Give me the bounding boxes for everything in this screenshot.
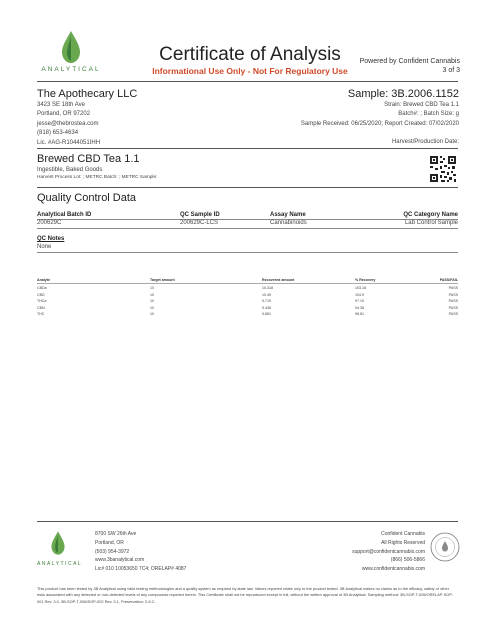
results-cell-analyte: CBDa <box>37 286 47 290</box>
results-cell-passfail: PASS <box>448 312 458 317</box>
confident-cannabis-seal-icon <box>430 532 460 562</box>
powered-by <box>360 57 460 75</box>
sample-strain: Strain: Brewed CBD Tea 1.1 <box>384 102 459 108</box>
results-cell-passfail: PASS <box>448 286 458 290</box>
results-cell-passfail: PASS <box>448 305 458 310</box>
batch-header-category: QC Category Name <box>403 212 458 218</box>
results-header-analyte: Analyte <box>37 278 50 282</box>
results-cell-recovered: 9.881 <box>262 312 271 317</box>
sample-batch: Batch#: ; Batch Size: g <box>398 111 459 118</box>
batch-header-batch-id: Analytical Batch ID <box>37 212 92 218</box>
results-cell-recovered: 10.49 <box>262 292 271 297</box>
cc-contact <box>318 530 425 574</box>
results-header-recovery: % Recovery <box>355 278 376 282</box>
client-city: Portland, OR 97202 <box>37 111 91 118</box>
results-cell-analyte: CBD <box>37 292 45 297</box>
sample-id: Sample: 3B.2006.1152 <box>347 88 459 100</box>
cc-name: Confident Cannabis <box>381 531 425 537</box>
results-cell-recovery: 94.38 <box>355 305 364 310</box>
logo-text: ANALYTICAL <box>41 66 101 73</box>
batch-row-rule <box>37 228 458 229</box>
results-cell-target: 10 <box>150 299 154 304</box>
results-cell-recovery: 98.81 <box>355 312 364 317</box>
results-cell-recovery: 97.19 <box>355 299 364 304</box>
client-phone: (818) 653-4634 <box>37 130 79 137</box>
results-header-recovered: Recovered amount <box>262 278 295 282</box>
client-name: The Apothecary LLC <box>37 88 138 100</box>
batch-header-assay: Assay Name <box>270 212 306 218</box>
cc-website[interactable]: www.confidentcannabis.com <box>361 566 425 573</box>
results-header-passfail: PASS/FAIL <box>439 278 458 282</box>
results-cell-recovery: 103.18 <box>355 286 366 290</box>
cc-email[interactable]: support@confidentcannabis.com <box>352 548 425 555</box>
section-title: Quality Control Data <box>37 192 137 204</box>
page-title: Certificate of Analysis <box>159 44 341 65</box>
cc-rights: All Rights Reserved <box>381 539 425 546</box>
results-cell-target: 10 <box>150 292 154 297</box>
analytical-logo <box>40 30 102 78</box>
powered-by-text: Powered by Confident Cannabis <box>359 58 460 65</box>
lab-license: Lic# 010 10053650 7C4; ORELAP# 4087 <box>95 566 187 573</box>
product-type: Ingestible, Baked Goods <box>37 167 103 173</box>
lab-phone: (503) 954-3972 <box>95 548 130 555</box>
leaf-drop-icon <box>60 30 82 64</box>
lab-city: Portland, OR <box>95 539 124 546</box>
cc-phone: (866) 506-5866 <box>390 557 425 564</box>
results-cell-recovered: 10.318 <box>262 286 273 290</box>
client-street: 3423 SE 18th Ave <box>37 102 85 108</box>
sample-dates: Sample Received: 06/25/2020; Report Created: 07/02/2020 <box>300 120 459 127</box>
title-block <box>130 44 370 77</box>
results-header-rule <box>37 283 458 284</box>
product-lot-info: Harvest Process Lot: ; METRC Batch: ; METRC Sample: <box>37 175 158 180</box>
sample-details <box>301 101 459 129</box>
results-cell-recovery: 104.9 <box>355 292 364 297</box>
results-cell-passfail: PASS <box>448 299 458 304</box>
client-license: Lic. #AG-R1044051IHH <box>37 139 101 146</box>
batch-header-sample-id: QC Sample ID <box>180 212 220 218</box>
client-divider <box>37 148 458 149</box>
page-number: 3 of 3 <box>442 67 460 74</box>
client-address <box>37 101 100 148</box>
qc-notes-label: QC Notes <box>37 236 65 242</box>
batch-cell-sample-id: 200629C-LCS <box>180 220 219 226</box>
results-header-target: Target amount <box>150 278 175 282</box>
header-divider <box>37 81 458 82</box>
product-divider <box>37 187 458 188</box>
footer-leaf-drop-icon <box>50 530 66 556</box>
results-cell-recovered: 9.438 <box>262 305 271 310</box>
results-cell-analyte: CBN <box>37 305 45 310</box>
lab-contact <box>95 530 186 574</box>
batch-cell-category: Lab Control Sample <box>404 220 458 226</box>
qc-notes-value: None <box>37 244 52 250</box>
batch-cell-batch-id: 200629C <box>37 220 62 226</box>
product-name: Brewed CBD Tea 1.1 <box>37 153 140 165</box>
regulatory-notice: Informational Use Only - Not For Regulatory Use <box>152 66 348 76</box>
results-cell-target: 10 <box>150 305 154 310</box>
harvest-date: Harvest/Production Date: <box>391 139 459 145</box>
qr-code[interactable] <box>429 155 457 183</box>
results-cell-analyte: THC <box>37 312 45 317</box>
client-email: jesse@thebrostea.com <box>37 120 99 127</box>
disclaimer-text: This product has been tested by 3B Analytical using valid testing methodologies and a quality system as required by state law. Values reported relate only to the product tested. 3B Analytical makes no claims as to the efficacy, safety or other risks associated with any detected or non-detected levels of any compounds reported herein. This Certificate shall not be reproduced except in full, without the written approval of 3B Analytical. Sampling method: 3B-SOP-T-005/ORELAP-SOP-001 Rev. 3.0, 3B-SOP-T-006/SOP-002 Rev. 3.1, Preservation: 2-6 C. <box>37 586 454 604</box>
notes-rule <box>37 252 458 253</box>
footer-logo-text: ANALYTICAL <box>37 561 83 567</box>
batch-header-rule <box>37 219 458 220</box>
batch-cell-assay: Cannabinoids <box>270 220 307 226</box>
footer-divider <box>37 521 458 522</box>
results-cell-recovered: 9.719 <box>262 299 271 304</box>
results-cell-target: 10 <box>150 286 154 290</box>
results-cell-passfail: PASS <box>448 292 458 297</box>
results-cell-target: 10 <box>150 312 154 317</box>
lab-street: 8700 SW 26th Ave <box>95 531 137 537</box>
lab-website[interactable]: www.3banalytical.com <box>95 557 145 564</box>
results-cell-analyte: THCa <box>37 299 47 304</box>
footer-logo <box>37 530 83 582</box>
